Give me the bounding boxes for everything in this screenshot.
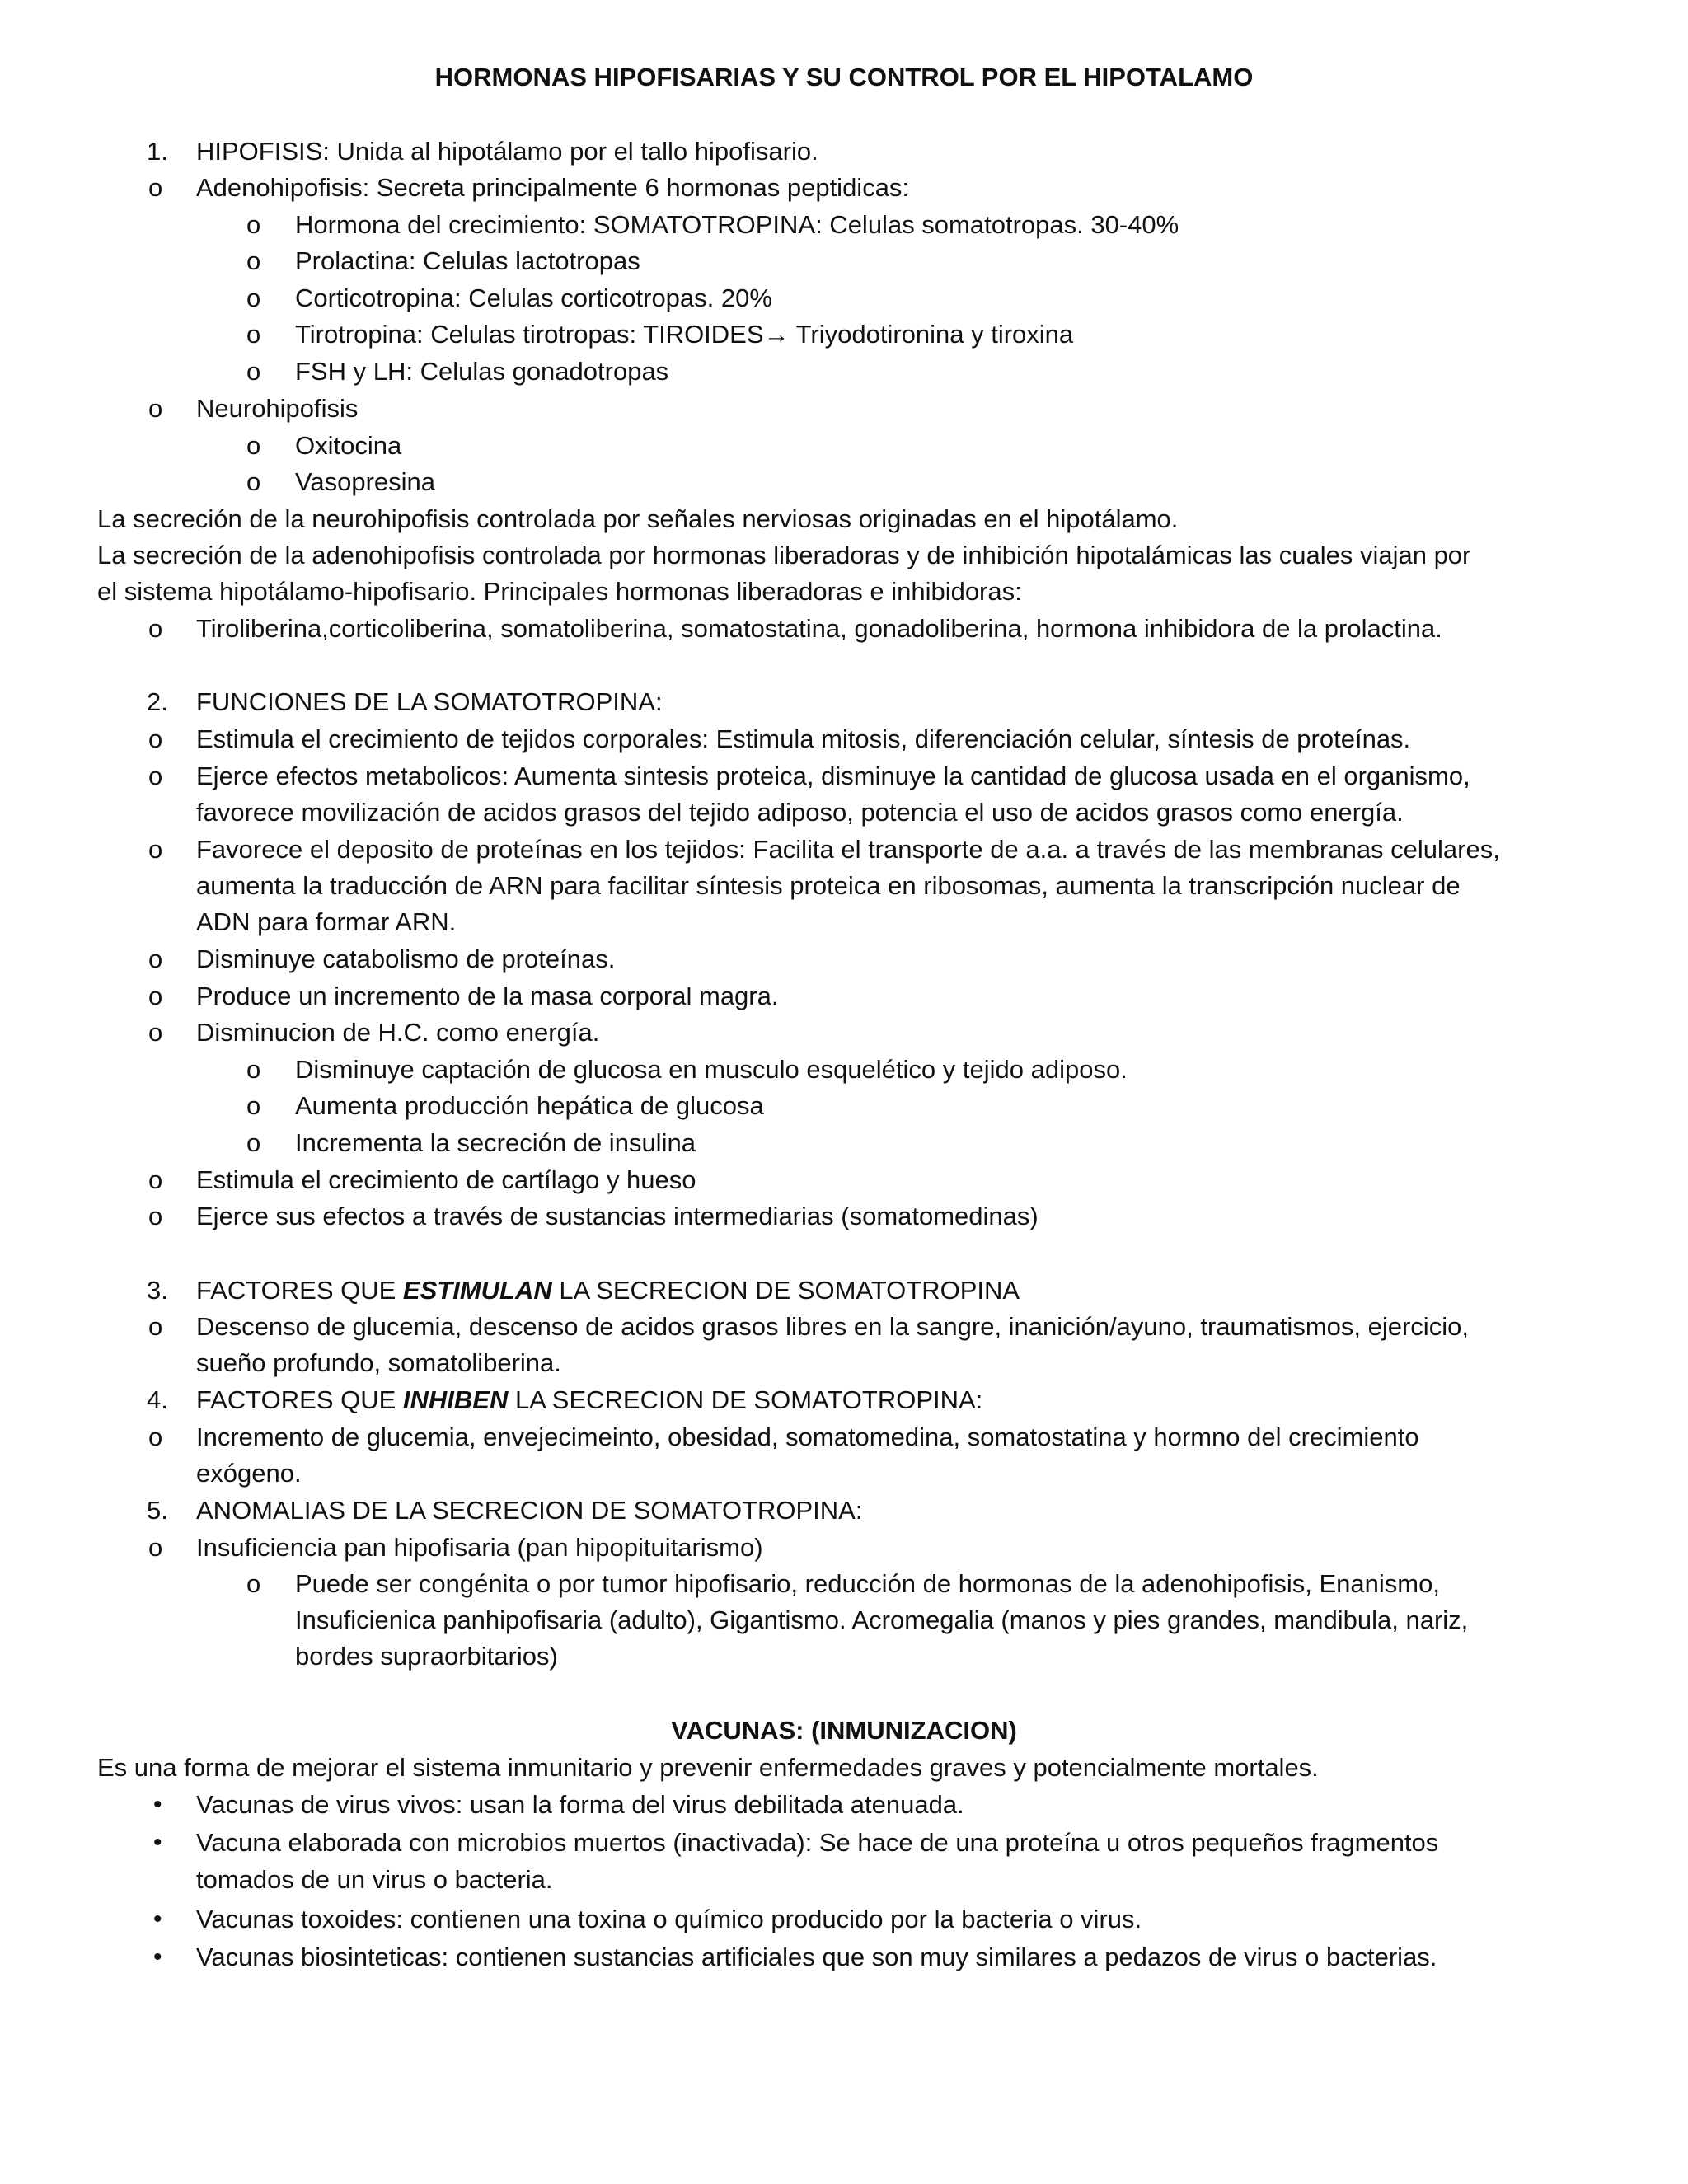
section-number-2: 2. — [147, 687, 168, 716]
heading-suffix: LA SECRECION DE SOMATOTROPINA — [551, 1276, 1020, 1305]
bullet-dot: • — [153, 1943, 162, 1971]
circle-bullet: o — [148, 1312, 163, 1341]
circle-bullet: o — [246, 357, 261, 386]
circle-bullet: o — [148, 614, 163, 643]
circle-bullet: o — [148, 724, 163, 753]
anomalias-item: Insuficiencia pan hipofisaria (pan hipopituitarismo) — [196, 1533, 763, 1562]
vacunas-intro: Es una forma de mejorar el sistema inmunitario y prevenir enfermedades graves y potencialmente mortales. — [97, 1753, 1319, 1782]
vacuna-item: Vacunas biosinteticas: contienen sustancias artificiales que son muy similares a pedazos de virus o bacterias. — [196, 1943, 1437, 1971]
adeno-subitem: FSH y LH: Celulas gonadotropas — [295, 357, 669, 386]
section-number-1: 1. — [147, 137, 168, 166]
funcion-subitem: Disminuye captación de glucosa en musculo esquelético y tejido adiposo. — [295, 1055, 1128, 1084]
inhiben-item: Incremento de glucemia, envejecimeinto, obesidad, somatomedina, somatostatina y hormno del crecimiento — [196, 1422, 1419, 1451]
vacuna-item: Vacunas toxoides: contienen una toxina o químico producido por la bacteria o virus. — [196, 1905, 1142, 1933]
inhiben-item-cont: exógeno. — [196, 1459, 302, 1488]
tirotropina-text: Tirotropina: Celulas tirotropas: TIROIDES — [295, 320, 764, 349]
adenohipofisis-item: Adenohipofisis: Secreta principalmente 6 hormonas peptidicas: — [196, 173, 910, 202]
funcion-item: Estimula el crecimiento de cartílago y hueso — [196, 1165, 696, 1194]
paragraph-neurohipofisis: La secreción de la neurohipofisis controlada por señales nerviosas originadas en el hipotálamo. — [97, 504, 1179, 533]
funcion-item: Ejerce sus efectos a través de sustancias intermediarias (somatomedinas) — [196, 1202, 1039, 1230]
circle-bullet: o — [246, 1091, 261, 1120]
funcion-item-cont: aumenta la traducción de ARN para facilitar síntesis proteica en ribosomas, aumenta la transcripción nuclear de — [196, 871, 1461, 900]
estimulan-item-cont: sueño profundo, somatoliberina. — [196, 1348, 561, 1377]
neurohipofisis-item: Neurohipofisis — [196, 394, 359, 423]
tirotropina-result: Triyodotironina y tiroxina — [795, 320, 1074, 349]
circle-bullet: o — [148, 1018, 163, 1047]
anomalias-subitem: Puede ser congénita o por tumor hipofisario, reducción de hormonas de la adenohipofisis, Enanismo, — [295, 1569, 1440, 1598]
heading-suffix: LA SECRECION DE SOMATOTROPINA: — [508, 1385, 983, 1414]
adeno-subitem: Hormona del crecimiento: SOMATOTROPINA: Celulas somatotropas. 30-40% — [295, 210, 1179, 239]
circle-bullet: o — [246, 320, 261, 349]
circle-bullet: o — [148, 1422, 163, 1451]
circle-bullet: o — [246, 284, 261, 312]
funcion-item-cont: ADN para formar ARN. — [196, 907, 457, 936]
circle-bullet: o — [148, 982, 163, 1010]
circle-bullet: o — [148, 173, 163, 202]
paragraph-adenohipofisis-line2: el sistema hipotálamo-hipofisario. Principales hormonas liberadoras e inhibidoras: — [97, 577, 1022, 606]
estimulan-item: Descenso de glucemia, descenso de acidos grasos libres en la sangre, inanición/ayuno, traumatismos, ejercicio, — [196, 1312, 1469, 1341]
adeno-subitem: Prolactina: Celulas lactotropas — [295, 246, 640, 275]
funcion-item: Ejerce efectos metabolicos: Aumenta sintesis proteica, disminuye la cantidad de glucosa usada en el organismo, — [196, 762, 1470, 790]
section-2-heading: FUNCIONES DE LA SOMATOTROPINA: — [196, 687, 663, 716]
circle-bullet: o — [148, 835, 163, 864]
vacunas-title: VACUNAS: (INMUNIZACION) — [671, 1716, 1017, 1745]
funcion-item: Favorece el deposito de proteínas en los tejidos: Facilita el transporte de a.a. a través de las membranas celulares, — [196, 835, 1500, 864]
vacuna-item: Vacunas de virus vivos: usan la forma del virus debilitada atenuada. — [196, 1790, 964, 1819]
circle-bullet: o — [246, 467, 261, 496]
section-number-5: 5. — [147, 1496, 168, 1525]
heading-emphasis: ESTIMULAN — [402, 1276, 552, 1305]
section-1-heading: HIPOFISIS: Unida al hipotálamo por el tallo hipofisario. — [196, 137, 818, 166]
paragraph-adenohipofisis-line1: La secreción de la adenohipofisis controlada por hormonas liberadoras y de inhibición hipotalámicas las cuales viajan por — [97, 541, 1471, 569]
arrow-right-icon: → — [763, 320, 790, 349]
circle-bullet: o — [148, 1533, 163, 1562]
circle-bullet: o — [246, 246, 261, 275]
funcion-item-cont: favorece movilización de acidos grasos del tejido adiposo, potencia el uso de acidos grasos como energía. — [196, 798, 1404, 827]
circle-bullet: o — [246, 210, 261, 239]
neuro-subitem: Vasopresina — [295, 467, 436, 496]
funcion-item: Estimula el crecimiento de tejidos corporales: Estimula mitosis, diferenciación celular, síntesis de proteínas. — [196, 724, 1411, 753]
section-5-heading: ANOMALIAS DE LA SECRECION DE SOMATOTROPINA: — [196, 1496, 863, 1525]
document-title: HORMONAS HIPOFISARIAS Y SU CONTROL POR EL HIPOTALAMO — [434, 63, 1254, 91]
anomalias-subitem-cont: Insuficienica panhipofisaria (adulto), Gigantismo. Acromegalia (manos y pies grandes, mandibula, nariz, — [295, 1605, 1469, 1634]
vacuna-item: Vacuna elaborada con microbios muertos (inactivada): Se hace de una proteína u otros pequeños fragmentos — [196, 1828, 1439, 1857]
bullet-dot: • — [153, 1905, 162, 1933]
section-4-heading — [196, 1384, 982, 1417]
adeno-subitem-tirotropina — [295, 318, 1073, 351]
section-number-4: 4. — [147, 1385, 168, 1414]
funcion-subitem: Incrementa la secreción de insulina — [295, 1128, 696, 1157]
circle-bullet: o — [148, 762, 163, 790]
funcion-item: Disminuye catabolismo de proteínas. — [196, 944, 616, 973]
section-number-3: 3. — [147, 1276, 168, 1305]
neuro-subitem: Oxitocina — [295, 431, 402, 460]
anomalias-subitem-cont: bordes supraorbitarios) — [295, 1642, 558, 1671]
circle-bullet: o — [148, 394, 163, 423]
adeno-subitem: Corticotropina: Celulas corticotropas. 20% — [295, 284, 772, 312]
circle-bullet: o — [148, 1202, 163, 1230]
funcion-item: Produce un incremento de la masa corporal magra. — [196, 982, 779, 1010]
funcion-item: Disminucion de H.C. como energía. — [196, 1018, 600, 1047]
circle-bullet: o — [246, 1055, 261, 1084]
circle-bullet: o — [246, 431, 261, 460]
circle-bullet: o — [148, 944, 163, 973]
section-3-heading — [196, 1274, 1020, 1307]
circle-bullet: o — [246, 1569, 261, 1598]
heading-prefix: FACTORES QUE — [196, 1385, 403, 1414]
funcion-subitem: Aumenta producción hepática de glucosa — [295, 1091, 764, 1120]
liberadoras-item: Tiroliberina,corticoliberina, somatoliberina, somatostatina, gonadoliberina, hormona inhibidora de la prolactina. — [196, 614, 1442, 643]
vacuna-item-cont: tomados de un virus o bacteria. — [196, 1865, 553, 1894]
heading-emphasis: INHIBEN — [402, 1385, 509, 1414]
circle-bullet: o — [246, 1128, 261, 1157]
circle-bullet: o — [148, 1165, 163, 1194]
bullet-dot: • — [153, 1829, 162, 1856]
bullet-dot: • — [153, 1791, 162, 1818]
heading-prefix: FACTORES QUE — [196, 1276, 403, 1305]
